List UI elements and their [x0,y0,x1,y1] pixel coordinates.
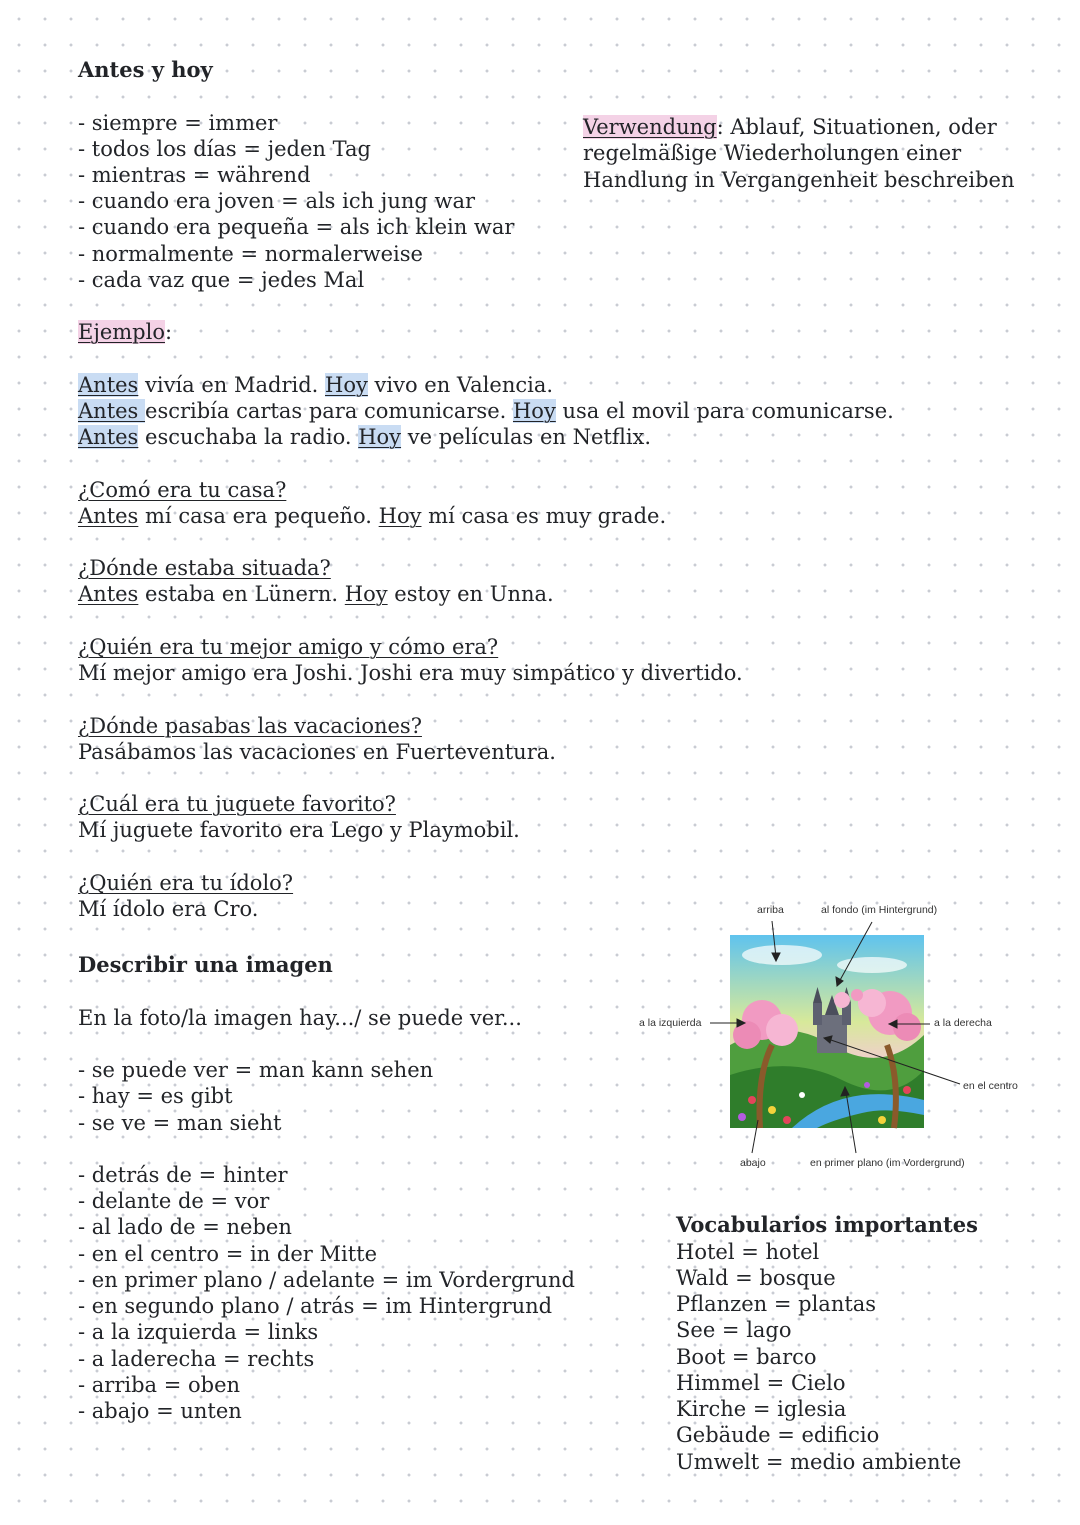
vocab-item: Kirche = iglesia [676,1397,847,1421]
question: ¿Quién era tu mejor amigo y cómo era? [78,635,499,659]
answer: Mí juguete favorito era Lego y Playmobil. [78,818,520,842]
diagram-label-centro: en el centro [963,1080,1018,1092]
example-heading [78,319,172,345]
vocab-item: Umwelt = medio ambiente [676,1450,962,1474]
diagram-label-al-fondo: al fondo (im Hintergrund) [821,904,938,916]
sentence-part: usa el movil para comunicarse. [555,399,894,423]
hoy-word: Hoy [378,504,422,528]
vocab-line: - todos los días = jeden Tag [78,137,371,161]
vocab-line: - en primer plano / adelante = im Vordergrund [78,1268,575,1292]
antes-word: Antes [78,373,139,397]
vocab-line: - se puede ver = man kann sehen [78,1058,434,1082]
answer [78,581,554,607]
answer-part: mí casa es muy grade. [421,504,667,528]
antes-word: Antes [78,582,139,606]
diagram-label-primer-plano: en primer plano (im Vordergrund) [810,1157,965,1169]
sentence-part: escuchaba la radio. [138,425,359,449]
vocab-line: - en el centro = in der Mitte [78,1242,378,1266]
answer [78,503,666,529]
vocab-item: See = lago [676,1318,792,1342]
vocab-line: - arriba = oben [78,1373,241,1397]
vocab-line: - al lado de = neben [78,1215,292,1239]
vocab-line: - cada vaz que = jedes Mal [78,268,365,292]
answer-part: estaba en Lünern. [138,582,345,606]
hoy-word: Hoy [344,582,388,606]
answer-part: estoy en Unna. [387,582,554,606]
sentence-part: vivía en Madrid. [138,373,326,397]
fairytale-landscape-diagram [632,895,1052,1185]
antes-word: Antes [78,425,139,449]
sentence-part: vivo en Valencia. [367,373,554,397]
usage-text: : Ablauf, Situationen, oder [716,115,997,139]
vocab-line: - abajo = unten [78,1399,242,1423]
vocab-line: - se ve = man sieht [78,1111,282,1135]
diagram-label-abajo: abajo [740,1157,766,1169]
answer-part: mí casa era pequeño. [138,504,379,528]
question: ¿Dónde pasabas las vacaciones? [78,714,422,738]
intro-line: En la foto/la imagen hay.../ se puede ver... [78,1006,522,1030]
example-sentence [78,372,553,398]
sentence-part: ve películas en Netflix. [401,425,652,449]
vocab-line: - cuando era joven = als ich jung war [78,189,476,213]
sentence-part: escribía cartas para comunicarse. [145,399,513,423]
landscape-image [730,935,924,1128]
section-title-describir-una-imagen: Describir una imagen [78,952,333,977]
vocab-line: - normalmente = normalerweise [78,242,423,266]
vocab-line: - mientras = während [78,163,311,187]
usage-note-line-1 [583,114,997,140]
question: ¿Quién era tu ídolo? [78,871,294,895]
answer: Mí mejor amigo era Joshi. Joshi era muy simpático y divertido. [78,661,743,685]
hoy-word: Hoy [325,373,368,397]
vocab-item: Gebäude = edificio [676,1423,880,1447]
example-sentence [78,424,651,450]
example-label: Ejemplo [78,320,165,344]
usage-label: Verwendung [583,115,717,139]
usage-note-line-2: regelmäßige Wiederholungen einer [583,141,962,165]
vocab-line: - detrás de = hinter [78,1163,288,1187]
section-title-vocabularios-importantes: Vocabularios importantes [676,1212,978,1237]
example-sentence [78,398,894,424]
question: ¿Dónde estaba situada? [78,556,331,580]
diagram-label-arriba: arriba [757,904,784,916]
antes-word: Antes [78,399,146,423]
hoy-word: Hoy [358,425,402,449]
hoy-word: Hoy [512,399,556,423]
vocab-line: - hay = es gibt [78,1084,233,1108]
diagram-label-derecha: a la derecha [934,1017,992,1029]
section-title-antes-y-hoy: Antes y hoy [78,57,213,82]
answer: Mí ídolo era Cro. [78,897,259,921]
answer: Pasábamos las vacaciones en Fuerteventura. [78,740,556,764]
vocab-line: - a laderecha = rechts [78,1347,315,1371]
vocab-line: - siempre = immer [78,111,278,135]
example-colon: : [164,320,173,344]
vocab-item: Wald = bosque [676,1266,836,1290]
question: ¿Cuál era tu juguete favorito? [78,792,396,816]
question: ¿Comó era tu casa? [78,478,287,502]
vocab-item: Himmel = Cielo [676,1371,846,1395]
usage-note-line-3: Handlung in Vergangenheit beschreiben [583,168,1015,192]
vocab-item: Boot = barco [676,1345,817,1369]
vocab-line: - a la izquierda = links [78,1320,319,1344]
vocab-line: - delante de = vor [78,1189,270,1213]
vocab-item: Pflanzen = plantas [676,1292,877,1316]
vocab-line: - en segundo plano / atrás = im Hintergrund [78,1294,553,1318]
antes-word: Antes [78,504,139,528]
vocab-line: - cuando era pequeña = als ich klein war [78,215,515,239]
diagram-label-izquierda: a la izquierda [639,1017,702,1029]
vocab-item: Hotel = hotel [676,1240,820,1264]
